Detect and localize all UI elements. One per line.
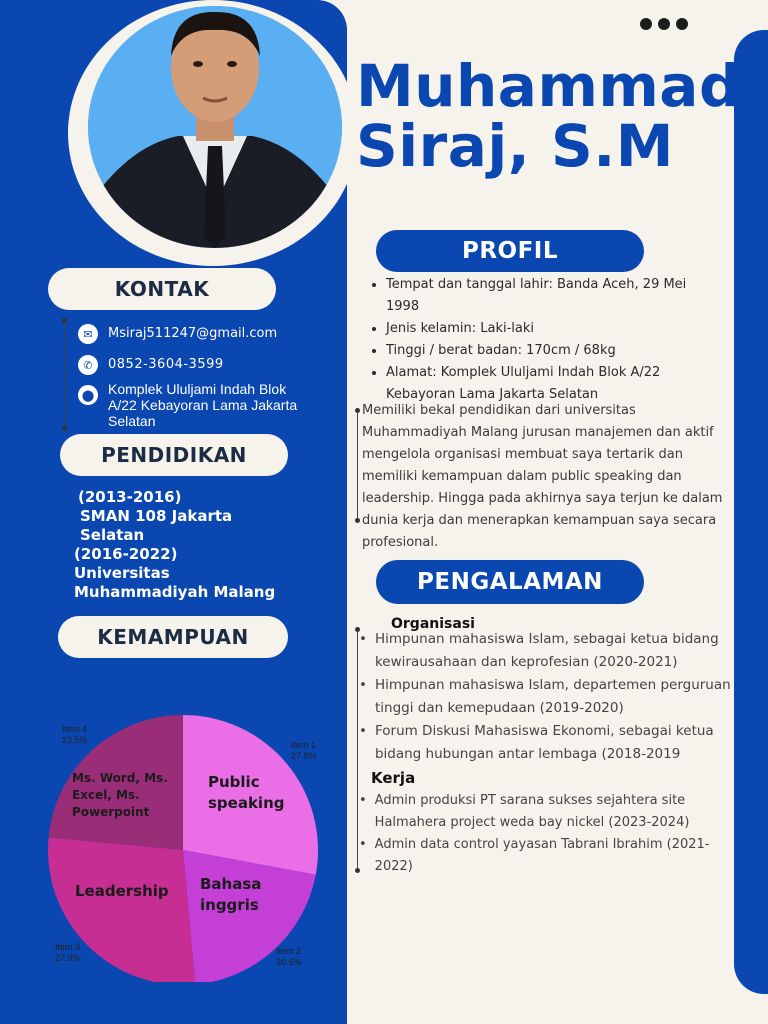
bullet: • xyxy=(359,723,367,739)
organisasi-text: Himpunan mahasiswa Islam, sebagai ketua bidang kewirausahaan dan keprofesian (2020-2021) xyxy=(374,631,719,670)
pie-slice-label-ms-office: Ms. Word, Ms. Excel, Ms. Powerpoint xyxy=(72,771,168,819)
bullet: • xyxy=(359,631,367,647)
pengalaman-heading: PENGALAMAN xyxy=(376,560,644,604)
organisasi-title: Organisasi xyxy=(391,616,475,632)
profil-list xyxy=(370,274,716,406)
profil-item: • Tinggi / berat badan: 170cm / 68kg xyxy=(386,340,716,362)
kerja-text: Admin data control yayasan Tabrani Ibrahim (2021-2022) xyxy=(374,837,710,874)
dot xyxy=(676,18,688,30)
organisasi-text: Forum Diskusi Mahasiswa Ekonomi, sebagai ketua bidang hubungan antar lembaga (2018-2019 xyxy=(374,723,714,762)
education-school: Muhammadiyah Malang xyxy=(74,583,276,601)
organisasi-item xyxy=(359,720,734,766)
pendidikan-heading: PENDIDIKAN xyxy=(60,434,288,476)
legend-name: Item 3 xyxy=(55,942,81,952)
pie-legend-item-4 xyxy=(62,724,88,746)
education-item-1 xyxy=(78,488,328,545)
dot xyxy=(658,18,670,30)
profil-item: • Jenis kelamin: Laki-laki xyxy=(386,318,716,340)
profil-item: • Tempat dan tanggal lahir: Banda Aceh, 29 Mei 1998 xyxy=(386,274,716,318)
contact-email[interactable] xyxy=(78,324,328,344)
legend-percent: 20.6% xyxy=(276,957,302,967)
phone-icon: ✆ xyxy=(78,355,98,375)
education-years: (2013-2016) xyxy=(78,488,182,506)
timeline-dot xyxy=(62,426,67,431)
organisasi-item xyxy=(359,674,734,720)
more-icon[interactable] xyxy=(640,18,688,30)
phone-text: 0852-3604-3599 xyxy=(108,357,224,372)
profil-paragraph: Memiliki bekal pendidikan dari universitas Muhammadiyah Malang jurusan manajemen dan aktif mengelola organisasi membuat saya tertarik dan memiliki kemampuan dalam public speaking dan leadership. Hingga pada akhirnya saya terjun ke dalam dunia kerja dan menerapkan kemampuan saya secara profesional. xyxy=(362,403,723,550)
profil-heading: PROFIL xyxy=(376,230,644,272)
pie-slice-label-leadership: Leadership xyxy=(75,882,169,900)
legend-name: Item 2 xyxy=(276,946,302,956)
bullet: • xyxy=(359,837,367,852)
dot xyxy=(640,18,652,30)
education-years: (2016-2022) xyxy=(74,545,178,563)
kerja-item xyxy=(359,790,734,834)
location-pin-icon: ⬤ xyxy=(78,385,98,405)
bullet: • xyxy=(359,793,367,808)
profil-item: • Alamat: Komplek Ululjami Indah Blok A/22 Kebayoran Lama Jakarta Selatan xyxy=(386,362,716,406)
pie-slice-label-bahasa-inggris: Bahasa inggris xyxy=(200,875,262,914)
kerja-list xyxy=(359,790,734,878)
kerja-item xyxy=(359,834,734,878)
legend-percent: 27.9% xyxy=(291,751,317,761)
bullet: • xyxy=(359,677,367,693)
name-line-2: Siraj, S.M xyxy=(356,112,675,180)
education-school: SMAN 108 Jakarta xyxy=(80,507,233,525)
contact-address xyxy=(78,381,308,429)
education-school: Universitas xyxy=(74,564,170,582)
profile-photo xyxy=(88,6,342,248)
contact-phone[interactable] xyxy=(78,355,328,375)
organisasi-list xyxy=(359,628,734,766)
kontak-timeline xyxy=(64,322,66,430)
timeline-dot xyxy=(62,318,67,323)
skills-pie-chart xyxy=(40,712,330,982)
organisasi-item xyxy=(359,628,734,674)
organisasi-text: Himpunan mahasiswa Islam, departemen perguruan tinggi dan kemepudaan (2019-2020) xyxy=(374,677,731,716)
pie-legend-item-1 xyxy=(291,740,317,762)
address-text: Komplek Ululjami Indah Blok A/22 Kebayoran Lama Jakarta Selatan xyxy=(108,381,298,429)
legend-percent: 23.5% xyxy=(62,735,88,745)
timeline-dot xyxy=(355,408,360,413)
pie-slice-label-public-speaking: Public speaking xyxy=(208,773,285,812)
timeline-dot xyxy=(355,518,360,523)
profil-timeline xyxy=(357,410,359,522)
email-text: Msiraj511247@gmail.com xyxy=(108,326,278,341)
legend-name: Item 4 xyxy=(62,724,88,734)
kontak-heading: KONTAK xyxy=(48,268,276,310)
kerja-text: Admin produksi PT sarana sukses sejahtera site Halmahera project weda bay nickel (2023-2024) xyxy=(374,793,690,830)
kerja-title: Kerja xyxy=(371,769,416,787)
kemampuan-heading: KEMAMPUAN xyxy=(58,616,288,658)
person-name xyxy=(356,52,741,180)
education-item-2 xyxy=(74,545,334,602)
pie-legend-item-2 xyxy=(276,946,302,968)
pie-legend-item-3 xyxy=(55,942,81,964)
name-line-1: Muhammad xyxy=(356,52,741,120)
education-school: Selatan xyxy=(80,526,145,544)
mail-icon: ✉ xyxy=(78,324,98,344)
legend-percent: 27.9% xyxy=(55,953,81,963)
legend-name: Item 1 xyxy=(291,740,317,750)
